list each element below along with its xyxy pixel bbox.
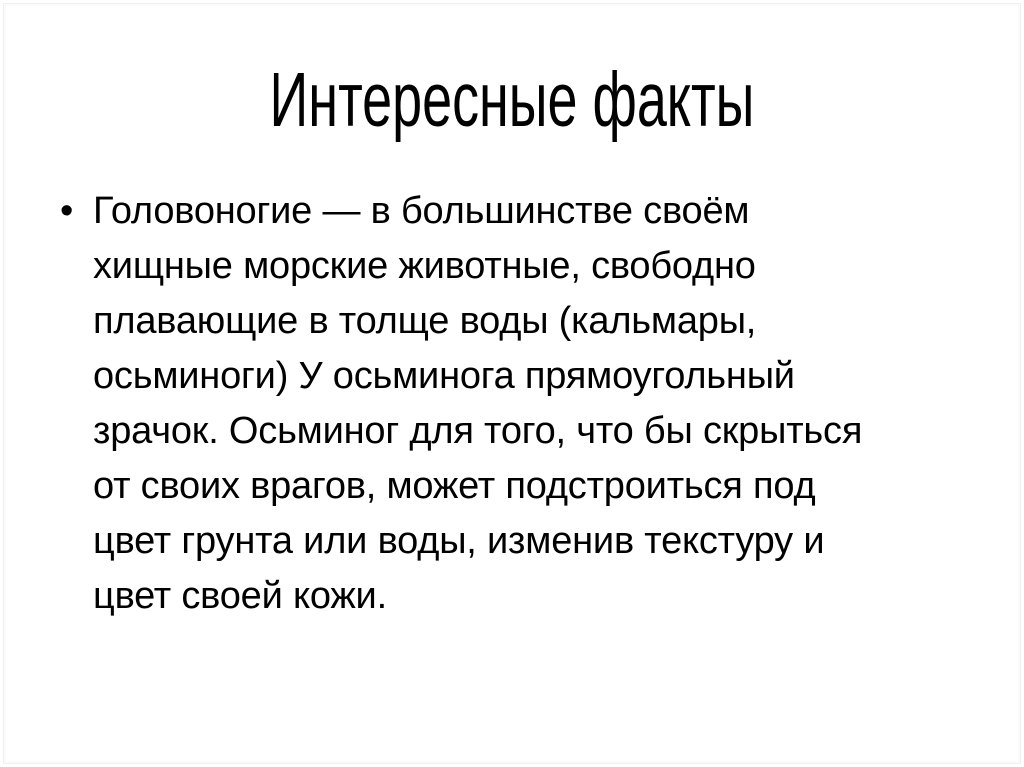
bullet-item: [60, 184, 970, 624]
text-line: плавающие в толще воды (кальмары,: [93, 300, 757, 342]
slide-title: Интересные факты: [269, 57, 755, 143]
text-line: осьминоги) У осьминога прямоугольный: [93, 355, 795, 397]
text-line: зрачок. Осьминог для того, что бы скрыться: [93, 410, 863, 452]
slide-body: [60, 184, 970, 624]
text-line: Головоногие — в большинстве своём: [93, 190, 750, 232]
text-line: цвет своей кожи.: [93, 575, 387, 617]
text-line: от своих врагов, может подстроиться под: [93, 465, 816, 507]
text-line: цвет грунта или воды, изменив текстуру и: [93, 520, 825, 562]
bullet-text: [93, 184, 970, 624]
text-line: хищные морские животные, свободно: [93, 245, 756, 287]
bullet-marker: •: [60, 190, 74, 232]
